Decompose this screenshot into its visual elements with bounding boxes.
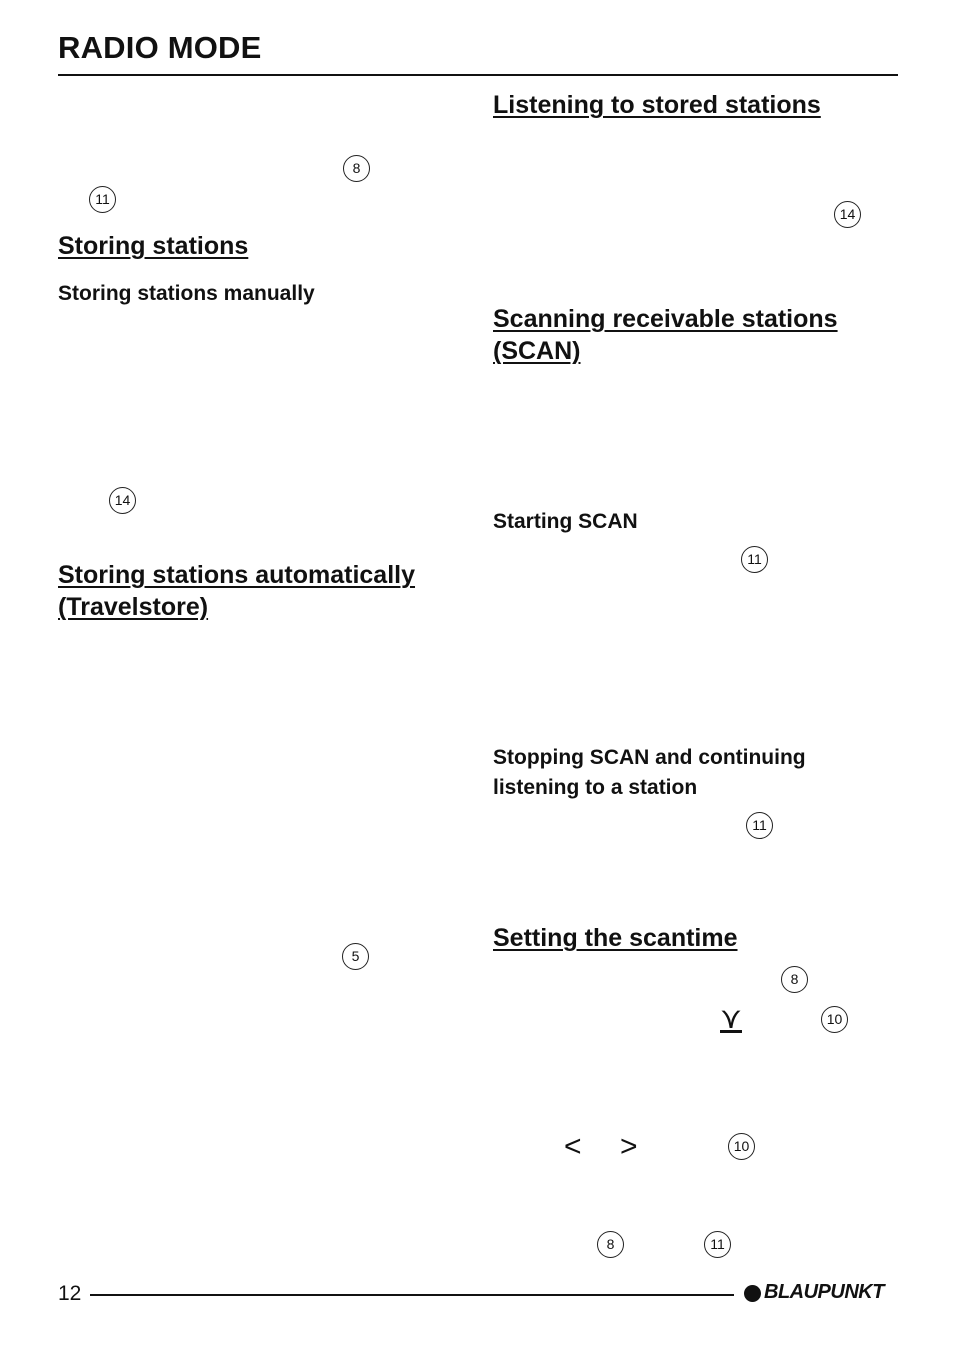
- subheading-stopping-line2: listening to a station: [493, 776, 698, 799]
- subheading-stopping-line1: Stopping SCAN and continuing: [493, 746, 806, 769]
- key-11-badge: 11: [704, 1231, 731, 1258]
- right-arrow-icon: >: [620, 1130, 638, 1163]
- brand-logo: BLAUPUNKT: [764, 1281, 884, 1303]
- subheading-starting-scan: Starting SCAN: [493, 510, 638, 533]
- heading-travelstore-line1: Storing stations automatically: [58, 561, 416, 589]
- key-11-badge: 11: [746, 812, 773, 839]
- key-10-badge: 10: [728, 1133, 755, 1160]
- heading-setting-scantime: Setting the scantime: [493, 924, 738, 952]
- left-arrow-icon: <: [564, 1130, 582, 1163]
- heading-travelstore-line2: (Travelstore): [58, 593, 209, 621]
- heading-storing-stations: Storing stations: [58, 232, 249, 260]
- key-8-badge: 8: [343, 155, 370, 182]
- heading-listening-stored: Listening to stored stations: [493, 91, 821, 119]
- title-divider: [58, 74, 898, 76]
- key-8-badge: 8: [781, 966, 808, 993]
- brand-logo-icon: [744, 1285, 761, 1302]
- page-title: RADIO MODE: [58, 30, 262, 65]
- key-5-badge: 5: [342, 943, 369, 970]
- heading-scanning-line1: Scanning receivable stations: [493, 305, 838, 333]
- key-11-badge: 11: [89, 186, 116, 213]
- key-14-badge: 14: [834, 201, 861, 228]
- down-arrow-icon: ⋎: [720, 1002, 742, 1035]
- key-14-badge: 14: [109, 487, 136, 514]
- subheading-storing-manually: Storing stations manually: [58, 282, 315, 305]
- footer-divider: [90, 1294, 734, 1296]
- heading-scanning-line2: (SCAN): [493, 337, 581, 365]
- key-11-badge: 11: [741, 546, 768, 573]
- page-number: 12: [58, 1282, 82, 1305]
- key-8-badge: 8: [597, 1231, 624, 1258]
- key-10-badge: 10: [821, 1006, 848, 1033]
